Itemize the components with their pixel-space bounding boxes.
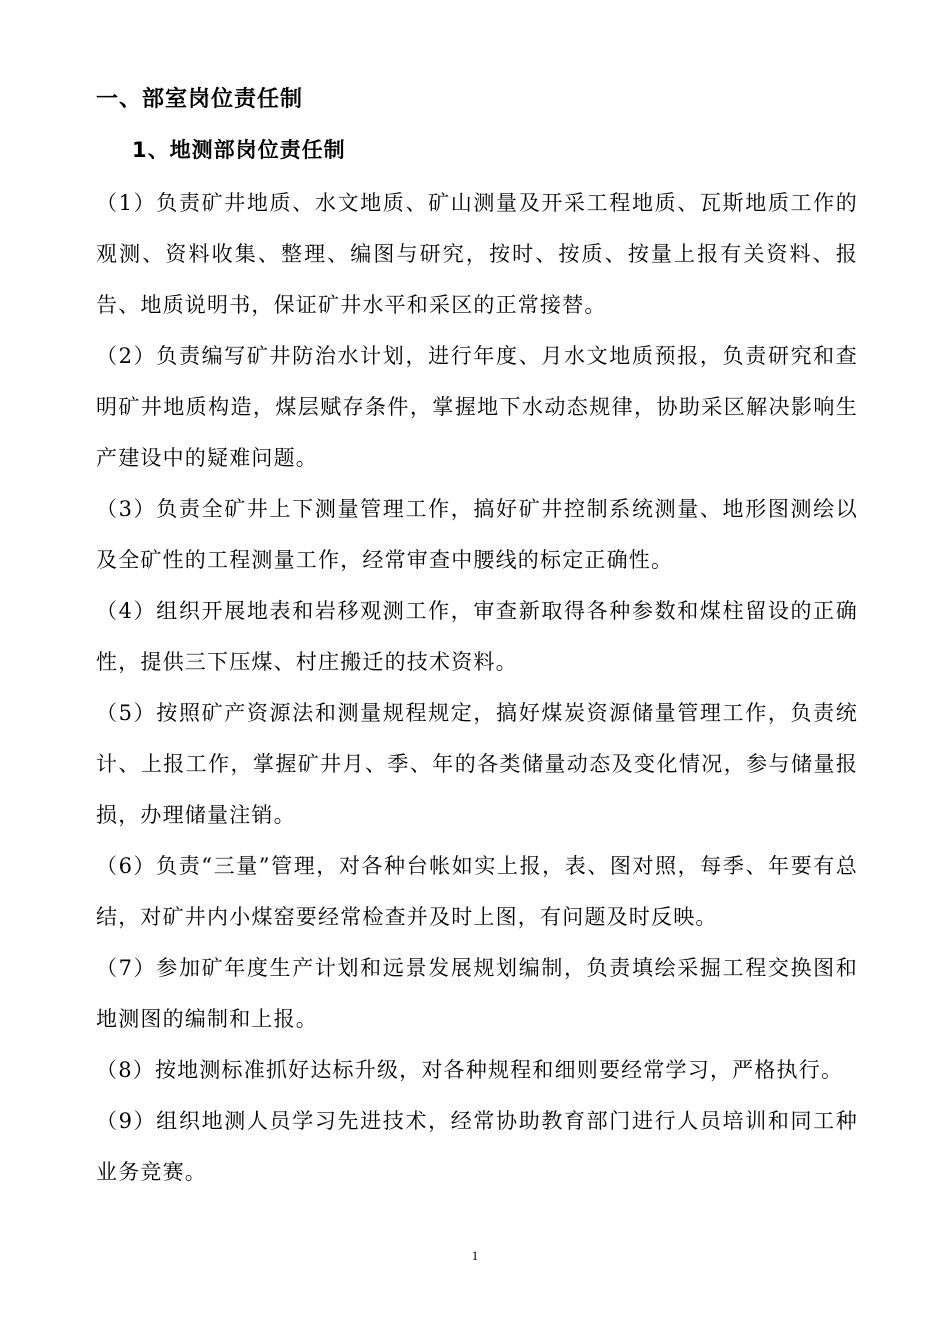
paragraph-4: （4）组织开展地表和岩移观测工作，审查新取得各种参数和煤柱留设的正确性，提供三下压煤、村庄搬迁的技术资料。 — [96, 599, 858, 674]
section-heading: 一、部室岗位责任制 — [96, 87, 304, 112]
paragraph-2: （2）负责编写矿井防治水计划，进行年度、月水文地质预报，负责研究和查明矿井地质构造，煤层赋存条件，掌握地下水动态规律，协助采区解决影响生产建设中的疑难问题。 — [96, 344, 858, 470]
paragraph-1: （1）负责矿井地质、水文地质、矿山测量及开采工程地质、瓦斯地质工作的观测、资料收集、整理、编图与研究，按时、按质、按量上报有关资料、报告、地质说明书，保证矿井水平和采区的正常接替。 — [96, 191, 858, 317]
paragraph-9: （9）组织地测人员学习先进技术，经常协助教育部门进行人员培训和同工种业务竞赛。 — [96, 1109, 858, 1184]
paragraph-5: （5）按照矿产资源法和测量规程规定，搞好煤炭资源储量管理工作，负责统计、上报工作，掌握矿井月、季、年的各类储量动态及变化情况，参与储量报损，办理储量注销。 — [96, 701, 858, 827]
paragraph-6: （6）负责“三量”管理，对各种台帐如实上报，表、图对照，每季、年要有总结，对矿井内小煤窑要经常检查并及时上图，有问题及时反映。 — [96, 854, 858, 929]
page-number: 1 — [471, 1248, 479, 1263]
paragraph-3: （3）负责全矿井上下测量管理工作，搞好矿井控制系统测量、地形图测绘以及全矿性的工程测量工作，经常审查中腰线的标定正确性。 — [96, 497, 858, 572]
document-body — [96, 178, 858, 1198]
paragraph-7: （7）参加矿年度生产计划和远景发展规划编制，负责填绘采掘工程交换图和地测图的编制和上报。 — [96, 956, 858, 1031]
subsection-heading: 1、地测部岗位责任制 — [132, 138, 346, 162]
paragraph-8: （8）按地测标准抓好达标升级，对各种规程和细则要经常学习，严格执行。 — [96, 1058, 844, 1082]
